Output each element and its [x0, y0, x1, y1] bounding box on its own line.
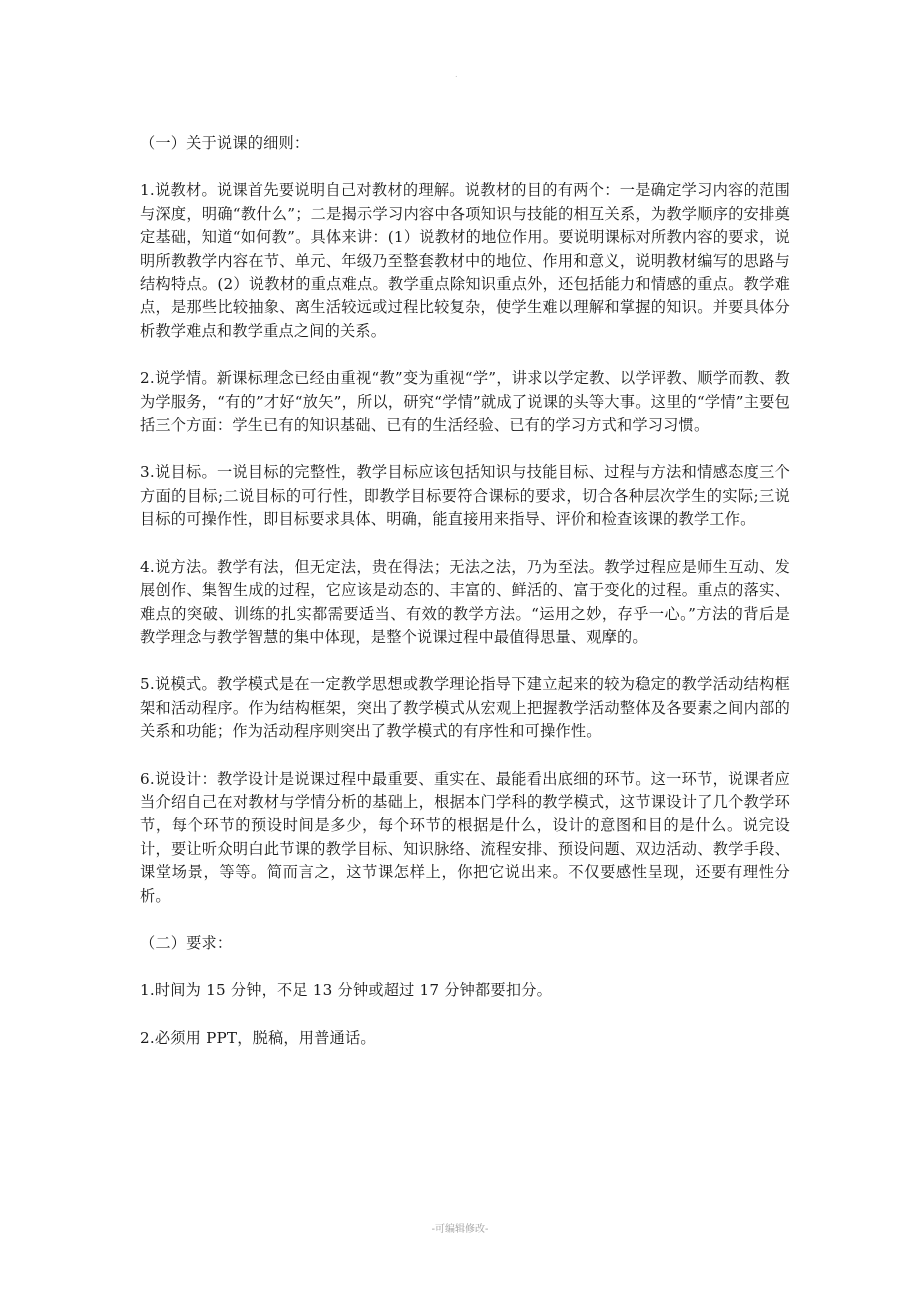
header-mark: .: [455, 70, 458, 79]
item-objectives: 3.说目标。一说目标的完整性，教学目标应该包括知识与技能目标、过程与方法和情感态度三个方面的目标;二说目标的可行性，即教学目标要符合课标的要求，切合各种层次学生的实际;三说目标的可操作性，即目标要求具体、明确，能直接用来指导、评价和检查该课的教学工作。: [140, 463, 790, 529]
item-teaching-material: 1.说教材。说课首先要说明自己对教材的理解。说教材的目的有两个：一是确定学习内容的范围与深度，明确“教什么”；二是揭示学习内容中各项知识与技能的相互关系，为教学顺序的安排奠定基础，知道“如何教”。具体来讲：(1）说教材的地位作用。要说明课标对所教内容的要求，说明所教教学内容在节、单元、年级乃至整套教材中的地位、作用和意义，说明教材编写的思路与结构特点。(2）说教材的重点难点。教学重点除知识重点外，还包括能力和情感的重点。教学难点，是那些比较抽象、离生活较远或过程比较复杂，使学生难以理解和掌握的知识。并要具体分析教学难点和教学重点之间的关系。: [140, 181, 790, 340]
item-design: 6.说设计：教学设计是说课过程中最重要、重实在、最能看出底细的环节。这一环节，说课者应当介绍自己在对教材与学情分析的基础上，根据本门学科的教学模式，这节课设计了几个教学环节，每个环节的预设时间是多少，每个环节的根据是什么，设计的意图和目的是什么。说完设计，要让听众明白此节课的教学目标、知识脉络、流程安排、预设问题、双边活动、教学手段、课堂场景，等等。简而言之，这节课怎样上，你把它说出来。不仅要感性呈现，还要有理性分析。: [140, 769, 790, 905]
requirement-time: 1.时间为 15 分钟，不足 13 分钟或超过 17 分钟都要扣分。: [140, 981, 552, 1000]
footer-note: -可编辑修改-: [431, 1224, 489, 1235]
section-2-heading: （二）要求：: [140, 933, 233, 952]
section-1-heading: （一）关于说课的细则：: [140, 134, 310, 152]
item-methods: 4.说方法。教学有法，但无定法，贵在得法；无法之法，乃为至法。教学过程应是师生互动、发展创作、集智生成的过程，它应该是动态的、丰富的、鲜活的、富于变化的过程。重点的落实、难点的突破、训练的扎实都需要适当、有效的教学方法。“运用之妙，存乎一心。”方法的背后是教学理念与教学智慧的集中体现，是整个说课过程中最值得思量、观摩的。: [140, 557, 790, 646]
document-body: [140, 132, 790, 1050]
item-learner-situation: 2.说学情。新课标理念已经由重视“教”变为重视“学”，讲求以学定教、以学评教、顺学而教、教为学服务，“有的”才好“放矢”，所以，研究“学情”就成了说课的头等大事。这里的“学情”主要包括三个方面：学生已有的知识基础、已有的生活经验、已有的学习方式和学习习惯。: [140, 369, 790, 435]
requirement-ppt: 2.必须用 PPT，脱稿，用普通话。: [140, 1028, 376, 1047]
item-model: 5.说模式。教学模式是在一定教学思想或教学理论指导下建立起来的较为稳定的教学活动结构框架和活动程序。作为结构框架，突出了教学模式从宏观上把握教学活动整体及各要素之间内部的关系和功能；作为活动程序则突出了教学模式的有序性和可操作性。: [140, 675, 790, 741]
